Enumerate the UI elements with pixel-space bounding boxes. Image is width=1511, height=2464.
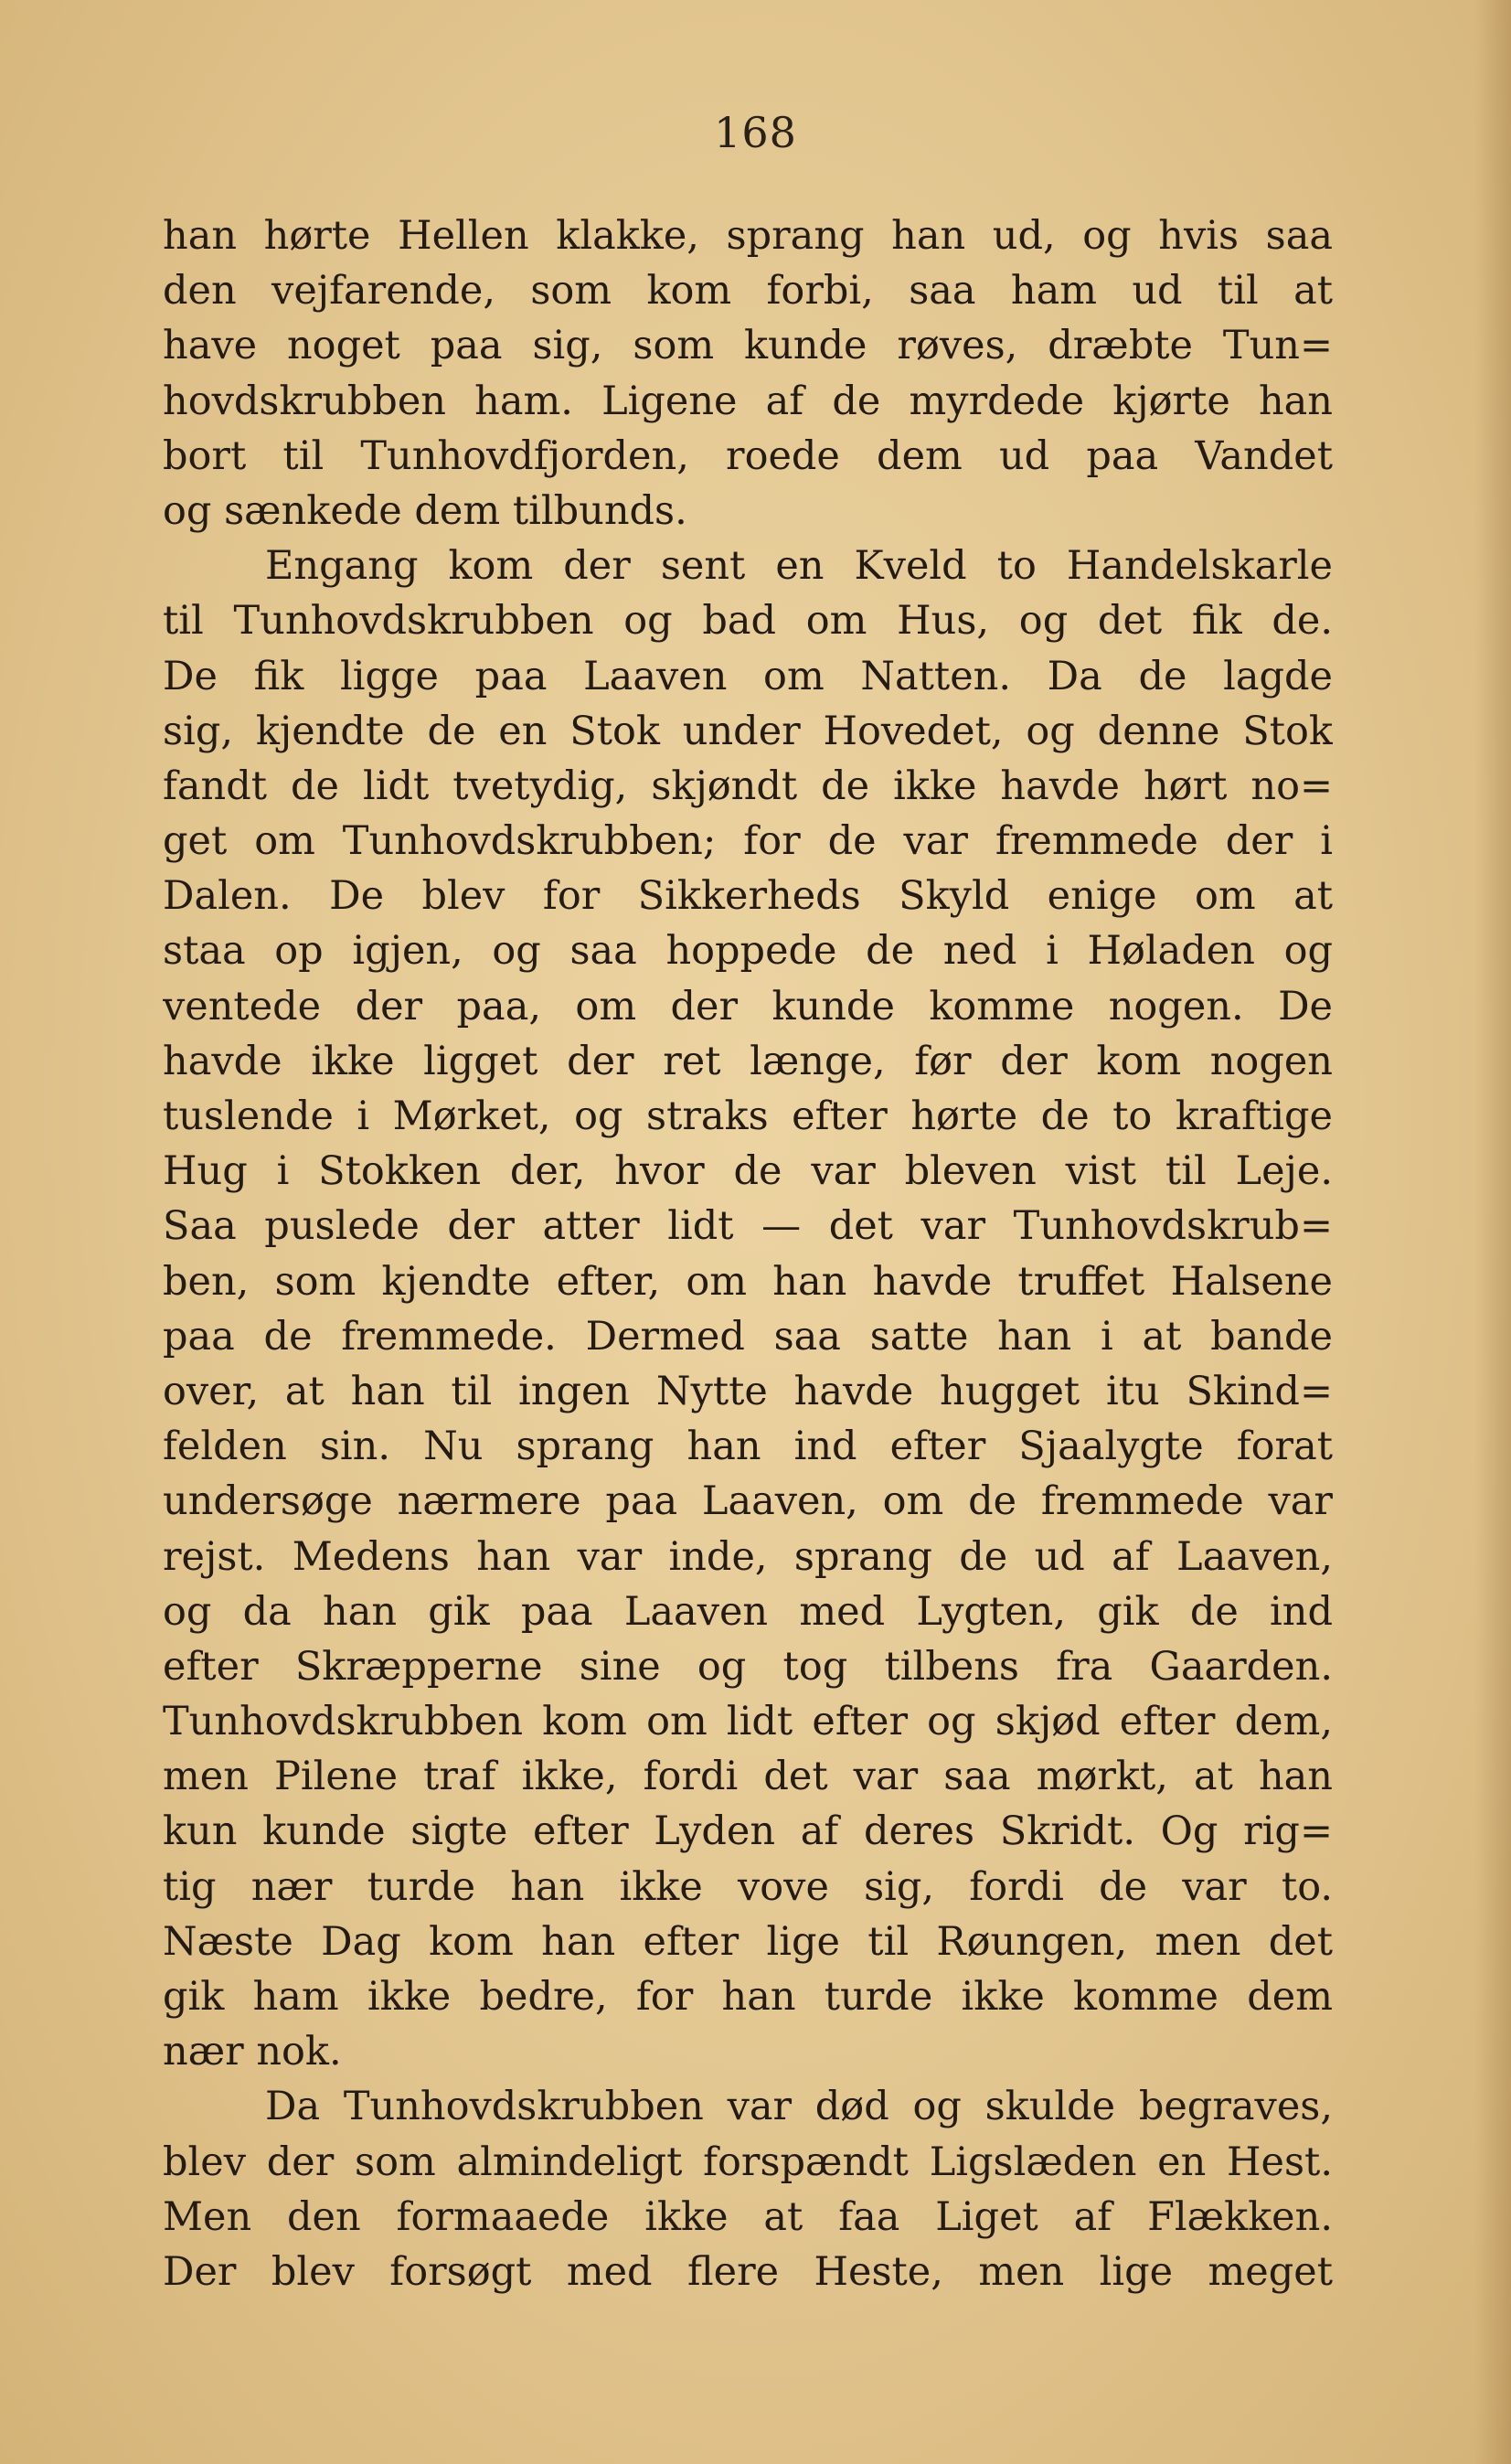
- text-line: tuslende i Mørket, og straks efter hørte de to kraftige: [163, 1093, 1333, 1139]
- text-line: felden sin. Nu sprang han ind efter Sjaalygte forat: [163, 1424, 1333, 1470]
- text-line: ben, som kjendte efter, om han havde truffet Halsene: [163, 1258, 1333, 1305]
- text-line: get om Tunhovdskrubben; for de var fremmede der i: [163, 818, 1333, 865]
- text-line: undersøge nærmere paa Laaven, om de fremmede var: [163, 1478, 1333, 1525]
- page-number: 168: [714, 108, 797, 157]
- text-line: Der blev forsøgt med flere Heste, men lige meget: [163, 2248, 1333, 2295]
- text-line: De fik ligge paa Laaven om Natten. Da de lagde: [163, 653, 1333, 699]
- text-line: Engang kom der sent en Kveld to Handelskarle: [265, 543, 1333, 590]
- text-line: paa de fremmede. Dermed saa satte han i at bande: [163, 1313, 1333, 1360]
- text-line: Næste Dag kom han efter lige til Røungen, men det: [163, 1918, 1333, 1965]
- text-line: sig, kjendte de en Stok under Hovedet, og denne Stok: [163, 708, 1333, 754]
- text-line: havde ikke ligget der ret længe, før der kom nogen: [163, 1038, 1333, 1084]
- text-line: til Tunhovdskrubben og bad om Hus, og det fik de.: [163, 598, 1333, 645]
- text-line: over, at han til ingen Nytte havde hugget itu Skind=: [163, 1368, 1333, 1414]
- text-line: kun kunde sigte efter Lyden af deres Skridt. Og rig=: [163, 1808, 1333, 1855]
- text-line: Men den formaaede ikke at faa Liget af Flækken.: [163, 2193, 1333, 2240]
- text-line: Saa puslede der atter lidt — det var Tunhovdskrub=: [163, 1203, 1333, 1250]
- text-line: og da han gik paa Laaven med Lygten, gik de ind: [163, 1588, 1333, 1635]
- text-line: tig nær turde han ikke vove sig, fordi de var to.: [163, 1863, 1333, 1910]
- text-line: hovdskrubben ham. Ligene af de myrdede kjørte han: [163, 378, 1333, 424]
- text-line: han hørte Hellen klakke, sprang han ud, og hvis saa: [163, 213, 1333, 259]
- text-line: rejst. Medens han var inde, sprang de ud af Laaven,: [163, 1533, 1333, 1580]
- text-line: ventede der paa, om der kunde komme nogen. De: [163, 983, 1333, 1029]
- text-line: Da Tunhovdskrubben var død og skulde begraves,: [265, 2084, 1333, 2130]
- text-line: blev der som almindeligt forspændt Ligslæden en Hest.: [163, 2139, 1333, 2185]
- text-line: efter Skræpperne sine og tog tilbens fra Gaarden.: [163, 1643, 1333, 1690]
- text-line: gik ham ikke bedre, for han turde ikke komme dem: [163, 1974, 1333, 2020]
- text-line: den vejfarende, som kom forbi, saa ham ud til at: [163, 268, 1333, 315]
- text-line: nær nok.: [163, 2029, 342, 2075]
- body-text: [163, 208, 1333, 2299]
- text-line: men Pilene traf ikke, fordi det var saa mørkt, at han: [163, 1754, 1333, 1800]
- text-line: og sænkede dem tilbunds.: [163, 487, 687, 534]
- text-line: Hug i Stokken der, hvor de var bleven vist til Leje.: [163, 1148, 1333, 1195]
- text-line: Tunhovdskrubben kom om lidt efter og skjød efter dem,: [163, 1699, 1333, 1745]
- text-line: fandt de lidt tvetydig, skjøndt de ikke havde hørt no=: [163, 763, 1333, 809]
- text-line: bort til Tunhovdfjorden, roede dem ud paa Vandet: [163, 432, 1333, 479]
- text-line: Dalen. De blev for Sikkerheds Skyld enige om at: [163, 873, 1333, 920]
- text-line: staa op igjen, og saa hoppede de ned i Høladen og: [163, 928, 1333, 975]
- text-line: have noget paa sig, som kunde røves, dræbte Tun=: [163, 323, 1333, 369]
